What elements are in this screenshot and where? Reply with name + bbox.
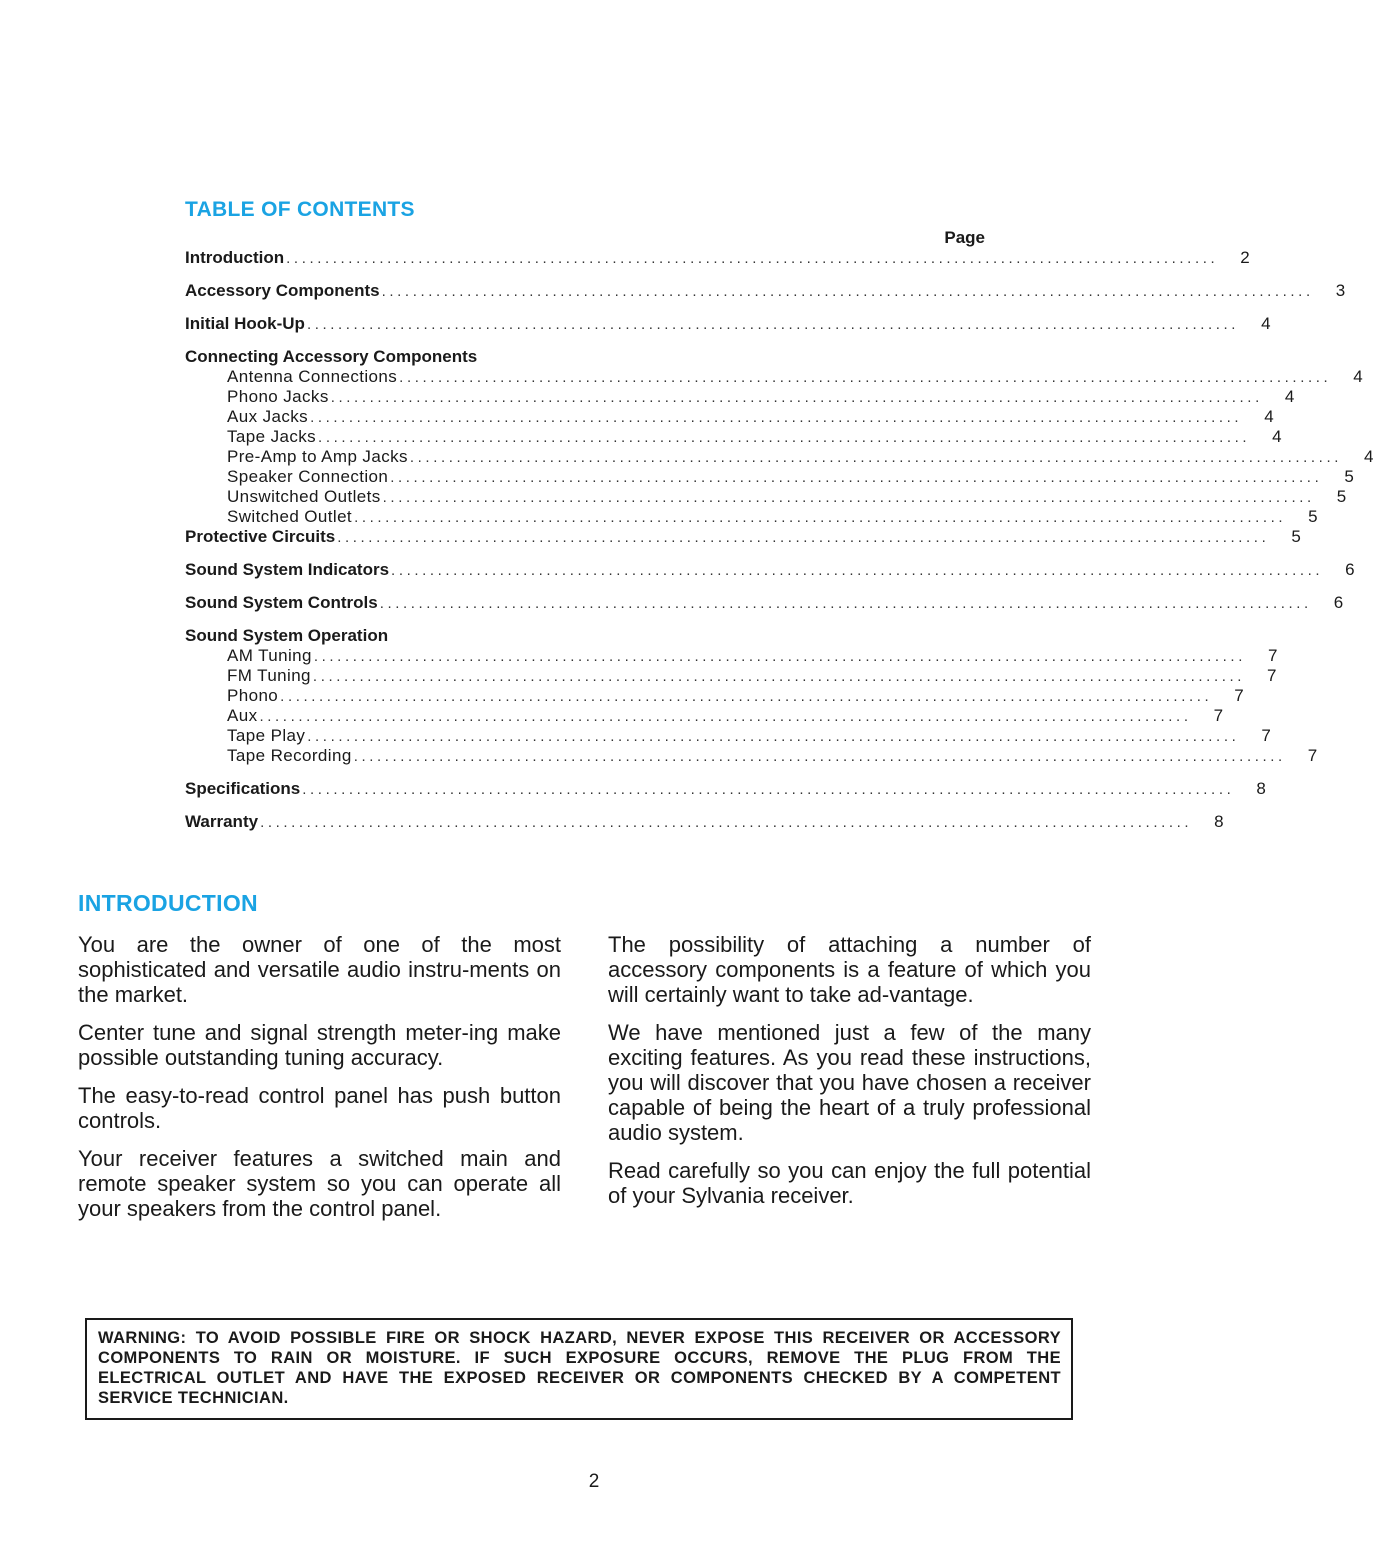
toc-subentry bbox=[185, 726, 1272, 746]
toc-leader-dots: ........................................................................................................................ bbox=[302, 781, 1235, 798]
toc-leader-dots: ........................................................................................................................ bbox=[307, 728, 1240, 745]
toc-entry-page: 8 bbox=[1214, 812, 1224, 831]
toc-title: TABLE OF CONTENTS bbox=[185, 198, 415, 221]
toc-leader-dots: ........................................................................................................................ bbox=[318, 429, 1251, 446]
toc-subentry bbox=[185, 367, 1364, 387]
toc-leader-dots: ........................................................................................................................ bbox=[382, 489, 1315, 506]
toc-leader-dots: ........................................................................................................................ bbox=[354, 509, 1287, 526]
toc-entry-label: Phono bbox=[227, 686, 279, 705]
intro-paragraph: Your receiver features a switched main and remote speaker system so you can operate all your speakers from the control panel. bbox=[78, 1146, 561, 1221]
toc-subentry bbox=[185, 387, 1295, 407]
toc-subentry bbox=[185, 507, 1319, 527]
toc-entry bbox=[185, 560, 1355, 580]
toc-list bbox=[185, 248, 1374, 832]
toc-subentry bbox=[185, 646, 1278, 666]
toc-entry-page: 7 bbox=[1261, 726, 1272, 745]
toc-entry-label: Antenna Connections bbox=[227, 367, 398, 386]
toc-leader-dots: ........................................................................................................................ bbox=[312, 668, 1246, 685]
toc-entry bbox=[185, 812, 1224, 832]
toc-entry-label: Switched Outlet bbox=[227, 507, 353, 526]
toc-entry bbox=[185, 527, 1301, 547]
toc-entry-page: 4 bbox=[1272, 427, 1283, 446]
toc-entry-page: 7 bbox=[1307, 746, 1318, 765]
toc-entry-page: 4 bbox=[1364, 447, 1374, 466]
toc-entry-page: 7 bbox=[1234, 686, 1245, 705]
toc-entry bbox=[185, 347, 985, 367]
toc-leader-dots: ........................................................................................................................ bbox=[409, 449, 1342, 466]
toc-entry bbox=[185, 593, 1344, 613]
toc-subentry bbox=[185, 666, 1277, 686]
toc-leader-dots: ........................................................................................................................ bbox=[260, 814, 1193, 831]
introduction-heading: INTRODUCTION bbox=[78, 890, 258, 916]
toc-entry-page: 7 bbox=[1267, 646, 1278, 665]
toc-entry-page: 7 bbox=[1213, 706, 1224, 725]
toc-entry-label: Phono Jacks bbox=[227, 387, 329, 406]
toc-entry bbox=[185, 281, 1346, 301]
toc-entry-label: FM Tuning bbox=[227, 666, 311, 685]
toc-entry bbox=[185, 314, 1271, 334]
toc-leader-dots: ........................................................................................................................ bbox=[390, 469, 1323, 486]
toc-subentry bbox=[185, 746, 1318, 766]
toc-entry-page: 2 bbox=[1240, 248, 1250, 267]
toc-entry-label: Tape Jacks bbox=[227, 427, 317, 446]
intro-paragraph: The easy-to-read control panel has push button controls. bbox=[78, 1083, 561, 1133]
toc-entry-label: Tape Play bbox=[227, 726, 306, 745]
toc-entry-page: 5 bbox=[1344, 467, 1355, 486]
toc-entry-page: 8 bbox=[1256, 779, 1266, 798]
toc-subentry bbox=[185, 706, 1224, 726]
toc-entry-page: 3 bbox=[1335, 281, 1346, 300]
toc-leader-dots: ........................................................................................................................ bbox=[310, 409, 1243, 426]
toc-entry-page: 4 bbox=[1261, 314, 1271, 333]
toc-leader-dots: ........................................................................................................................ bbox=[379, 595, 1312, 612]
toc-subentry bbox=[185, 407, 1275, 427]
toc-entry-label: Unswitched Outlets bbox=[227, 487, 381, 506]
toc-entry-page: 7 bbox=[1267, 666, 1277, 685]
warning-box: WARNING: TO AVOID POSSIBLE FIRE OR SHOCK HAZARD, NEVER EXPOSE THIS RECEIVER OR ACCESSORY COMPONENTS TO RAIN OR MOISTURE. IF SUCH EXPOSURE OCCURS, REMOVE THE PLUG FROM THE ELECTRICAL OUTLET AND HAVE THE EXPOSED RECEIVER OR COMPONENTS CHECKED BY A COMPETENT SERVICE TECHNICIAN. bbox=[85, 1318, 1073, 1420]
toc-entry-label: AM Tuning bbox=[227, 646, 312, 665]
toc-entry-page: 6 bbox=[1333, 593, 1344, 612]
toc-entry-label: Aux Jacks bbox=[227, 407, 309, 426]
toc-leader-dots: ........................................................................................................................ bbox=[280, 688, 1213, 705]
toc-entry-label: Protective Circuits bbox=[185, 527, 336, 546]
toc-entry-page: 4 bbox=[1264, 407, 1275, 426]
toc-entry-label: Speaker Connection bbox=[227, 467, 389, 486]
toc-subentry bbox=[185, 447, 1374, 467]
table-of-contents bbox=[185, 198, 1374, 832]
toc-leader-dots: ........................................................................................................................ bbox=[381, 283, 1314, 300]
toc-entry-page: 5 bbox=[1308, 507, 1319, 526]
toc-leader-dots: ........................................................................................................................ bbox=[313, 648, 1246, 665]
toc-leader-dots: ........................................................................................................................ bbox=[259, 708, 1192, 725]
toc-entry-page: 6 bbox=[1345, 560, 1355, 579]
toc-entry-label: Warranty bbox=[185, 812, 259, 831]
intro-paragraph: You are the owner of one of the most sophisticated and versatile audio instru-ments on the market. bbox=[78, 932, 561, 1007]
toc-leader-dots: ........................................................................................................................ bbox=[399, 369, 1332, 386]
introduction-right-column bbox=[608, 932, 1091, 1221]
toc-entry-label: Introduction bbox=[185, 248, 285, 267]
toc-entry-label: Sound System Controls bbox=[185, 593, 378, 612]
toc-entry-label: Pre-Amp to Amp Jacks bbox=[227, 447, 408, 466]
toc-entry bbox=[185, 626, 985, 646]
introduction-left-column bbox=[78, 932, 561, 1234]
toc-subentry bbox=[185, 427, 1283, 447]
toc-leader-dots: ........................................................................................................................ bbox=[330, 389, 1263, 406]
toc-entry-label: Specifications bbox=[185, 779, 301, 798]
toc-entry-label: Connecting Accessory Components bbox=[185, 347, 478, 366]
toc-leader-dots: ........................................................................................................................ bbox=[306, 316, 1240, 333]
toc-entry-label: Initial Hook-Up bbox=[185, 314, 305, 333]
toc-entry-page: 5 bbox=[1291, 527, 1301, 546]
toc-entry-page: 5 bbox=[1336, 487, 1347, 506]
toc-entry-label: Tape Recording bbox=[227, 746, 352, 765]
toc-leader-dots: ........................................................................................................................ bbox=[337, 529, 1270, 546]
toc-entry-label: Sound System Indicators bbox=[185, 560, 390, 579]
toc-subentry bbox=[185, 686, 1245, 706]
toc-entry bbox=[185, 248, 1250, 268]
toc-entry-page: 4 bbox=[1353, 367, 1364, 386]
toc-leader-dots: ........................................................................................................................ bbox=[391, 562, 1324, 579]
toc-entry-label: Accessory Components bbox=[185, 281, 380, 300]
page-number: 2 bbox=[588, 1471, 600, 1492]
intro-paragraph: We have mentioned just a few of the many exciting features. As you read these instructions, you will discover that you have chosen a receiver capable of being the heart of a truly professional audio system. bbox=[608, 1020, 1091, 1145]
toc-leader-dots: ........................................................................................................................ bbox=[353, 748, 1286, 765]
toc-page-header: Page bbox=[944, 228, 985, 247]
toc-entry-label: Sound System Operation bbox=[185, 626, 389, 645]
toc-entry-page: 4 bbox=[1284, 387, 1295, 406]
intro-paragraph: The possibility of attaching a number of accessory components is a feature of which you will certainly want to take ad-vantage. bbox=[608, 932, 1091, 1007]
toc-entry-label: Aux bbox=[227, 706, 258, 725]
toc-subentry bbox=[185, 487, 1347, 507]
intro-paragraph: Read carefully so you can enjoy the full potential of your Sylvania receiver. bbox=[608, 1158, 1091, 1208]
toc-subentry bbox=[185, 467, 1355, 487]
intro-paragraph: Center tune and signal strength meter-ing make possible outstanding tuning accuracy. bbox=[78, 1020, 561, 1070]
toc-leader-dots: ........................................................................................................................ bbox=[286, 250, 1219, 267]
toc-entry bbox=[185, 779, 1266, 799]
